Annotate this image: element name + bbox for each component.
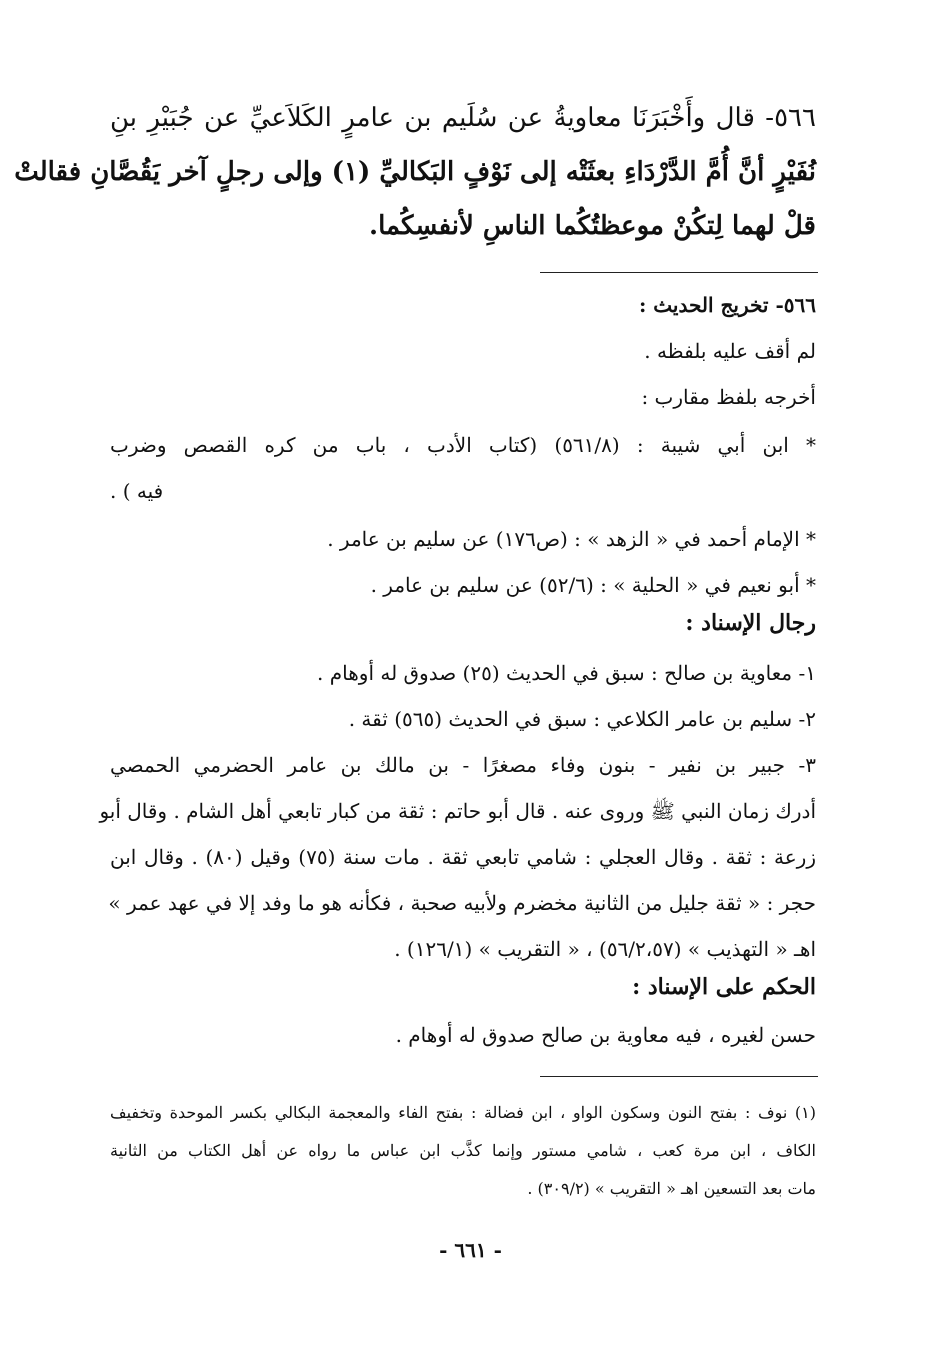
rijal-item-3-line-2: أدرك زمان النبي ﷺ وروى عنه . قال أبو حاتم : ثقة من كبار تابعي أهل الشام . وقال أبو: [99, 799, 816, 823]
rijal-item-3-line-3: زرعة : ثقة . وقال العجلي : شامي تابعي ثقة . مات سنة (٧٥) وقيل (٨٠) . وقال ابن: [110, 845, 816, 869]
hukm-heading: الحكم على الإسناد :: [632, 974, 816, 1000]
rijal-item-1: ١- معاوية بن صالح : سبق في الحديث (٢٥) صدوق له أوهام .: [317, 661, 816, 685]
takhrij-heading: ٥٦٦- تخريج الحديث :: [638, 293, 816, 317]
takhrij-line-1: لم أقف عليه بلفظه .: [644, 339, 816, 363]
hadith-line-3: قلْ لهما لِتكُنْ موعظتُكُما الناسِ لأنفسِكُما.: [369, 211, 816, 241]
footnote-line-2: الكاف ، ابن مرة كعب ، شامي مستور وإنما كذَّب ابن عباس ما رواه عن أهل الكتاب من الثانية: [110, 1141, 816, 1160]
takhrij-line-4: * الإمام أحمد في « الزهد » : (ص١٧٦) عن سليم بن عامر .: [327, 527, 816, 551]
rijal-item-3-line-1: ٣- جبير بن نفير - بنون وفاء مصغرًا - بن مالك بن عامر الحضرمي الحمصي: [110, 753, 816, 777]
rijal-item-3-line-4: حجر : « ثقة جليل من الثانية مخضرم ولأبيه صحبة ، فكأنه هو ما وفد إلا في عهد عمر »: [108, 891, 816, 915]
rijal-item-2: ٢- سليم بن عامر الكلاعي : سبق في الحديث (٥٦٥) ثقة .: [348, 707, 816, 731]
rijal-heading: رجال الإسناد :: [685, 610, 816, 636]
page-number: - ٦٦١ -: [439, 1238, 502, 1262]
takhrij-line-5: * أبو نعيم في « الحلية » : (٥٢/٦) عن سليم بن عامر .: [370, 573, 816, 597]
hukm-text: حسن لغيره ، فيه معاوية بن صالح صدوق له أوهام .: [395, 1023, 816, 1047]
footnote-line-3: مات بعد التسعين اهـ « التقريب » (٣٠٩/٢) .: [527, 1179, 816, 1198]
footnote-section: [14, 0, 817, 1346]
hadith-line-2: نُفَيْرٍ أنَّ أُمَّ الدَّرْدَاءِ بعثَتْه إلى نَوْفٍ البَكاليِّ (١) وإلى رجلٍ آخر يَقُصَّانِ فقالتْ: [14, 157, 816, 187]
footnote-line-1: (١) نوف : بفتح النون وسكون الواو ، ابن فضالة : بفتح الفاء والمعجمة البكالي بكسر الموحدة وتخفيف: [110, 1103, 817, 1122]
hadith-line-1: ٥٦٦- قال وأَخْبَرَنَا معاويةُ عن سُلَيم بن عامرٍ الكَلاَعيِّ عن جُبَيْرِ بنِ: [110, 103, 816, 133]
takhrij-line-2: أخرجه بلفظ مقارب :: [641, 385, 816, 409]
takhrij-line-3a: * ابن أبي شيبة : (٥٦١/٨) (كتاب الأدب ، باب من كره القصص وضرب: [110, 433, 816, 457]
rijal-item-3-line-5: اهـ « التهذيب » (٥٦/٢،٥٧) ، « التقريب » (١٢٦/١) .: [394, 937, 816, 961]
takhrij-line-3b-text: فيه ) .: [110, 479, 164, 503]
